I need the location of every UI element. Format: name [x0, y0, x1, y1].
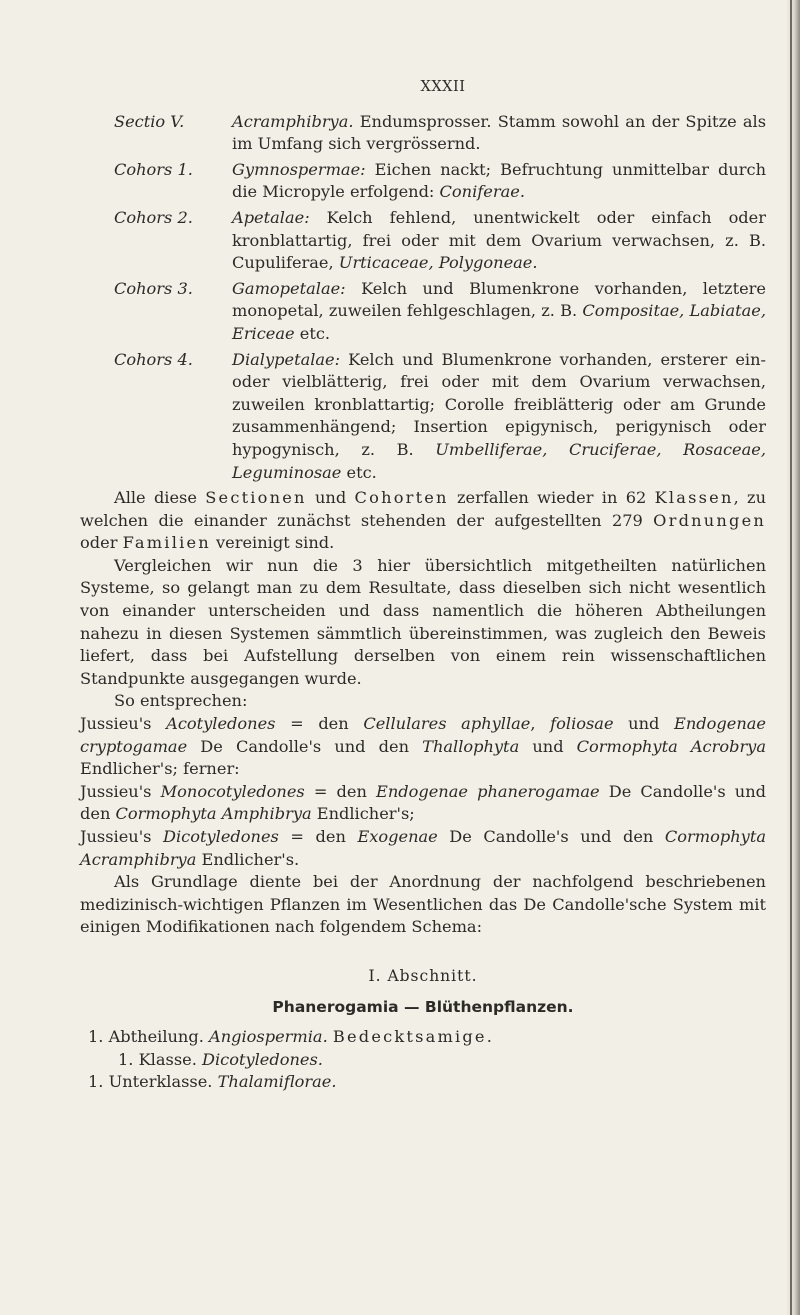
entry-title: Dialypetalae: [232, 349, 341, 369]
correspondence-dicotyledones [80, 826, 766, 871]
spaced-term: Sectionen [205, 488, 307, 508]
book-page [80, 0, 766, 1094]
entry-sectio-v [80, 111, 766, 156]
taxon: Cellulares aphyllae [363, 714, 531, 734]
section-block [80, 965, 766, 1094]
entry-text: Kelch und Blumenkrone vorhanden, ersterer ein- oder vielblätterig, frei oder mit dem Ovarium verwachsen, zuweilen kronblattartig; Corolle freiblätterig oder am Grunde zusammenhängend; Insertion epigynisch, perigynisch oder hypogynisch, z. B. [232, 349, 766, 459]
entry-title: Gymnospermae: [232, 159, 366, 179]
entry-etc: etc. [341, 462, 377, 482]
entry-label: Cohors 2. [114, 207, 193, 227]
entry-text: Eichen nackt; Befruchtung unmittelbar durch die Micropyle erfolgend: [232, 159, 766, 202]
rank-abtheilung [80, 1026, 766, 1049]
section-title: I. Abschnitt. [368, 966, 478, 985]
text-run: vereinigt sind. [210, 533, 335, 553]
entry-examples: Urticaceae, Polygoneae. [338, 253, 538, 273]
rank-prefix: 1. Unterklasse. [88, 1072, 218, 1092]
spaced-term: Ordnungen [653, 510, 766, 530]
rank-taxon: Angiospermia. [209, 1027, 328, 1047]
entry-title: Gamopetalae: [232, 278, 346, 298]
text-run: Jussieu's [80, 781, 161, 801]
taxon: Acotyledones [166, 714, 276, 734]
taxon: Endogenae cryptogamae [80, 714, 766, 756]
spaced-term: Cohorten [354, 488, 449, 508]
taxon: Exogenae [357, 827, 438, 846]
text-run: De Candolle's und den [80, 781, 766, 824]
text-run: Jussieu's [80, 714, 167, 734]
entry-etc: etc. [294, 323, 331, 343]
rank-unterklasse [80, 1071, 766, 1094]
text-run: = den [304, 781, 377, 801]
taxon: Endogenae phanerogamae [376, 781, 600, 801]
rank-prefix: 1. Klasse. [118, 1049, 202, 1069]
entry-title: Apetalae: [232, 207, 310, 227]
rank-klasse [80, 1049, 766, 1072]
paragraph-sections-summary [80, 487, 766, 555]
entry-cohors-1 [80, 159, 766, 204]
paragraph-comparison: Vergleichen wir nun die 3 hier übersichtlich mitgetheilten natürlichen Systeme, so gelangt man zu dem Resultate, dass dieselben sich nicht wesentlich von einander unterscheiden und dass namentlich die höheren Abtheilungen nahezu in diesen Systemen sämmtlich übereinstimmen, was zugleich den Beweis liefert, dass bei Aufstellung derselben von einem rein wissenschaftlichen Standpunkte ausgegangen wurde. [80, 555, 766, 688]
entry-label: Cohors 1. [114, 159, 193, 179]
correspondence-acotyledones [80, 713, 766, 781]
rank-prefix: 1. Abtheilung. [88, 1027, 210, 1047]
text-run: De Candolle's und den [187, 736, 423, 756]
classification-list [80, 111, 766, 485]
entry-cohors-3 [80, 278, 766, 346]
text-run: , zu welchen die einander zunächst stehenden der aufgestellten 279 [80, 488, 766, 530]
taxon: Monocotyledones [160, 781, 305, 801]
taxon: Dicotyledones [163, 827, 279, 846]
text-run: zerfallen wieder in 62 [448, 488, 655, 508]
entry-cohors-4 [80, 349, 766, 485]
entry-examples: Compositae, Labiatae, Ericeae [232, 301, 766, 343]
rank-taxon: Thalamiflorae. [217, 1072, 337, 1092]
entry-label: Cohors 3. [114, 278, 193, 298]
rank-taxon: Dicotyledones. [202, 1049, 323, 1069]
entry-cohors-2 [80, 207, 766, 275]
taxon: Cormophyta Amphibrya [115, 804, 312, 824]
text-run: , [530, 714, 551, 734]
entry-label: Cohors 4. [114, 349, 193, 369]
text-run: Endlicher's; ferner: [80, 759, 240, 779]
text-run: Endlicher's; [311, 804, 415, 824]
text-run: oder [80, 533, 123, 553]
text-run: und [613, 714, 675, 734]
text-run: = den [278, 827, 358, 846]
entry-title: Acramphibrya. [232, 111, 354, 131]
text-run: und [519, 736, 577, 756]
rank-vernacular: Bedecktsamige. [332, 1027, 495, 1047]
entry-label: Sectio V. [114, 111, 185, 131]
text-run: Jussieu's [80, 827, 164, 846]
text-run: und [306, 488, 355, 508]
text-run: Alle diese [114, 488, 206, 508]
page-number: XXXII [420, 79, 466, 95]
page-edge-shadow [786, 0, 800, 1315]
correspondence-monocotyledones [80, 781, 766, 826]
taxon: Cormophyta Acramphibrya [80, 827, 766, 869]
entry-text: Kelch fehlend, unentwickelt oder einfach oder kronblattartig, frei oder mit dem Ovarium verwachsen, z. B. Cupuliferae, [232, 207, 766, 273]
spaced-term: Klassen [654, 488, 734, 508]
page-edge-line [790, 0, 792, 1315]
entry-text: Endumsprosser. Stamm sowohl an der Spitze als im Umfang sich vergrössernd. [232, 111, 766, 154]
entry-text: Kelch und Blumenkrone vorhanden, letztere monopetal, zuweilen fehlgeschlagen, z. B. [232, 278, 766, 321]
entry-examples: Coniferae. [439, 182, 525, 202]
text-run: De Candolle's und den [437, 827, 665, 846]
text-run: Endlicher's. [196, 849, 300, 869]
taxon: Cormophyta Acrobrya [576, 736, 766, 756]
paragraph-so-entsprechen: So entsprechen: [114, 691, 248, 711]
text-run: = den [275, 714, 364, 734]
entry-examples: Umbelliferae, Cruciferae, Rosaceae, Leguminosae [232, 439, 766, 482]
taxon: Thallophyta [422, 736, 520, 756]
paragraph-grundlage: Als Grundlage diente bei der Anordnung der nachfolgend beschriebenen medizinisch-wichtigen Pflanzen im Wesentlichen das De Candolle'sche System mit einigen Modifikationen nach folgendem Schema: [80, 872, 766, 937]
spaced-term: Familien [122, 533, 211, 553]
taxon: foliosae [550, 714, 614, 734]
section-heading: Phanerogamia — Blüthenpflanzen. [272, 997, 574, 1016]
